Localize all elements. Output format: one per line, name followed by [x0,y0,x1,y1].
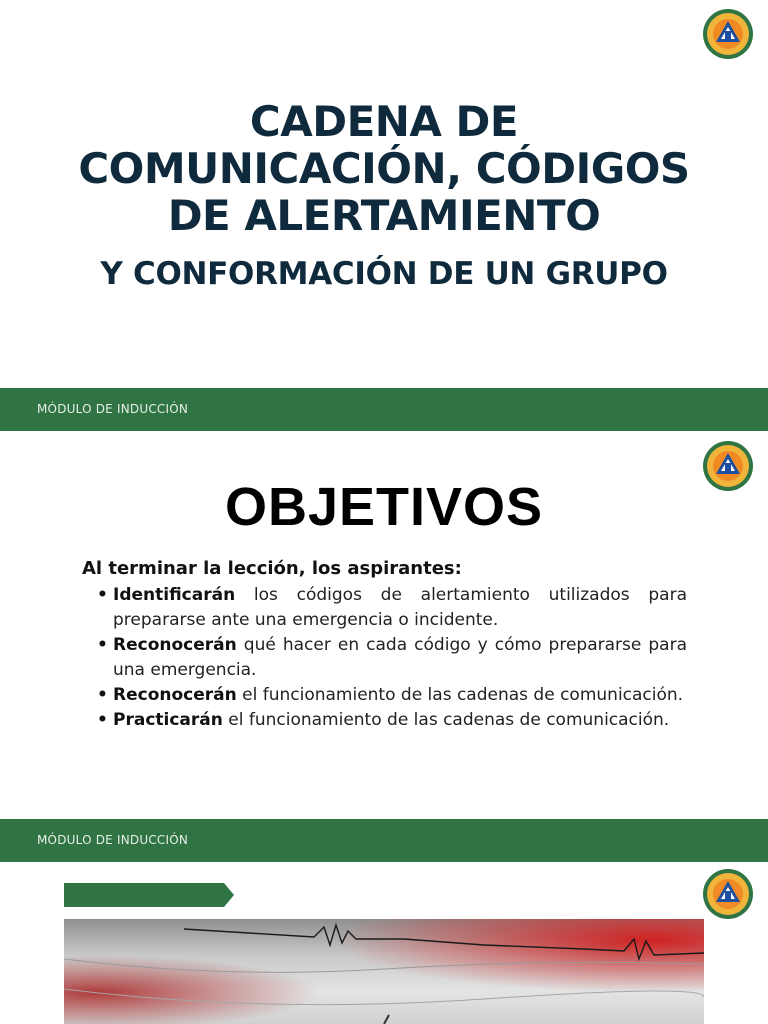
objective-text: qué hacer en cada código y cómo prepararse para una emergencia. [113,635,687,680]
section-arrow-tag [64,883,234,907]
arrow-tag-icon [64,883,234,907]
footer-band-module: MÓDULO DE INDUCCIÓN [0,388,768,431]
title-line-1: CADENA DE [249,97,519,146]
list-item [97,583,687,633]
objective-text: el funcionamiento de las cadenas de comunicación. [222,710,670,730]
section-slide [0,862,768,1024]
objectives-slide [0,431,768,819]
objective-lead: Practicarán [113,710,223,730]
presentation-title [0,98,768,239]
presentation-subtitle: Y CONFORMACIÓN DE UN GRUPO [100,256,668,292]
proteccion-civil-logo [702,8,754,60]
seal-icon [702,868,754,920]
list-item [97,683,687,708]
title-line-2: COMUNICACIÓN, CÓDIGOS [78,144,690,193]
seismograph-icon [64,919,704,1024]
objective-text: el funcionamiento de las cadenas de comunicación. [236,685,684,705]
objective-lead: Identificarán [113,585,236,605]
seismograph-image [64,919,704,1024]
proteccion-civil-logo [702,868,754,920]
list-item [97,633,687,683]
title-line-3: DE ALERTAMIENTO [167,191,601,240]
objective-text: los códigos de alertamiento utilizados para prepararse ante una emergencia o incidente. [113,585,687,630]
objective-lead: Reconocerán [113,635,237,655]
objectives-intro: Al terminar la lección, los aspirantes: [82,558,462,579]
objectives-heading: OBJETIVOS [224,477,544,537]
objective-lead: Reconocerán [113,685,237,705]
footer-band-module: MÓDULO DE INDUCCIÓN [0,819,768,862]
title-slide [0,0,768,388]
list-item [97,708,687,733]
seal-icon [702,8,754,60]
objectives-list [97,583,687,733]
